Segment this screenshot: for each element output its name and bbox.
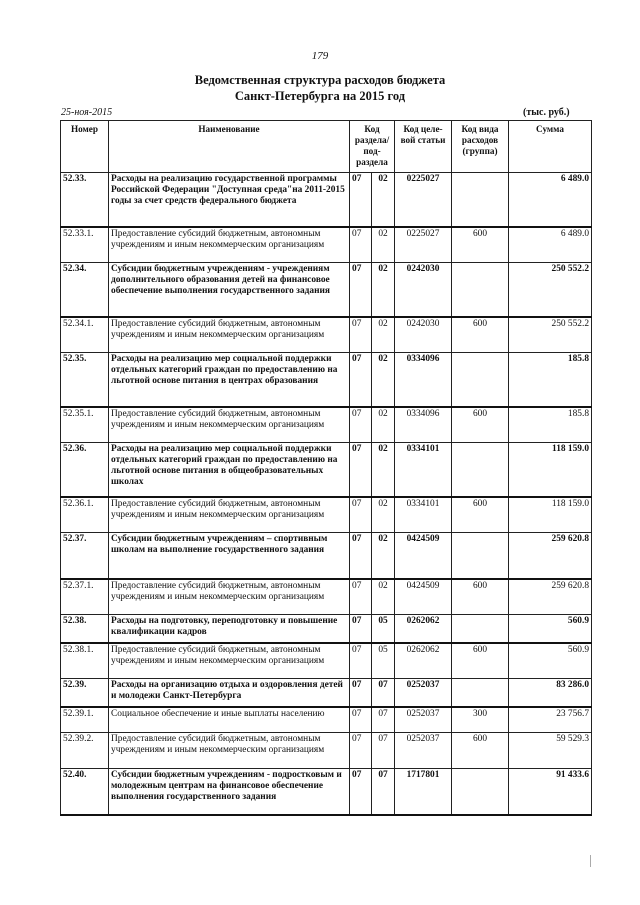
row-subsection: 02 [372,579,395,615]
row-number: 52.35.1. [61,407,109,443]
row-amount: 185.8 [509,353,592,407]
row-name: Субсидии бюджетным учреждениям - подростковым и молодежным центрам на финансовое обеспечение выполнения государственного задания [109,769,350,815]
row-expense-type: 600 [452,227,509,263]
row-amount: 250 552.2 [509,263,592,317]
row-subsection: 05 [372,643,395,679]
row-target-code: 0334096 [395,407,452,443]
row-number: 52.36.1. [61,497,109,533]
row-subsection: 07 [372,769,395,815]
row-number: 52.34. [61,263,109,317]
row-number: 52.35. [61,353,109,407]
row-subsection: 07 [372,707,395,733]
row-number: 52.34.1. [61,317,109,353]
row-section: 07 [350,707,372,733]
row-subsection: 02 [372,497,395,533]
document-title-line-2: Санкт-Петербурга на 2015 год [234,89,406,103]
row-expense-type [452,263,509,317]
row-section: 07 [350,497,372,533]
row-target-code: 0252037 [395,707,452,733]
row-section: 07 [350,227,372,263]
row-target-code: 0424509 [395,533,452,579]
row-subsection: 07 [372,679,395,707]
header-section-code: Код раздела/ под- раздела [350,121,395,173]
table-row [61,769,592,815]
row-number: 52.38. [61,615,109,643]
units-label: (тыс. руб.) [523,107,570,118]
row-name: Субсидии бюджетным учреждениям - учреждениям дополнительного образования детей на финансовое обеспечение выполнения государственного задания [109,263,350,317]
document-date: 25-ноя-2015 [61,107,113,118]
table-header-row [61,121,592,173]
table-row [61,353,592,407]
table-row [61,227,592,263]
row-name: Расходы на организацию отдыха и оздоровления детей и молодежи Санкт-Петербурга [109,679,350,707]
row-expense-type: 300 [452,707,509,733]
row-target-code: 0225027 [395,227,452,263]
row-expense-type: 600 [452,317,509,353]
row-section: 07 [350,317,372,353]
table-row [61,533,592,579]
row-expense-type [452,615,509,643]
table-row [61,407,592,443]
row-amount: 259 620.8 [509,579,592,615]
row-section: 07 [350,173,372,227]
row-section: 07 [350,407,372,443]
row-target-code: 0242030 [395,263,452,317]
row-subsection: 02 [372,407,395,443]
row-number: 52.37.1. [61,579,109,615]
table-row [61,263,592,317]
row-number: 52.40. [61,769,109,815]
row-amount: 259 620.8 [509,533,592,579]
row-amount: 560.9 [509,615,592,643]
row-name: Предоставление субсидий бюджетным, автономным учреждениям и иным некоммерческим организациям [109,227,350,263]
row-amount: 83 286.0 [509,679,592,707]
scan-mark [590,855,591,867]
row-amount: 118 159.0 [509,443,592,497]
row-expense-type [452,173,509,227]
table-row [61,317,592,353]
row-amount: 23 756.7 [509,707,592,733]
table-row [61,579,592,615]
row-section: 07 [350,679,372,707]
row-section: 07 [350,533,372,579]
table-row [61,679,592,707]
row-subsection: 02 [372,533,395,579]
row-name: Расходы на подготовку, переподготовку и повышение квалификации кадров [109,615,350,643]
row-section: 07 [350,353,372,407]
row-target-code: 0262062 [395,615,452,643]
row-target-code: 0334096 [395,353,452,407]
row-amount: 560.9 [509,643,592,679]
row-number: 52.39.2. [61,733,109,769]
budget-table [60,120,592,816]
row-section: 07 [350,443,372,497]
row-subsection: 02 [372,353,395,407]
row-section: 07 [350,579,372,615]
row-name: Предоставление субсидий бюджетным, автономным учреждениям и иным некоммерческим организациям [109,643,350,679]
row-number: 52.39. [61,679,109,707]
row-name: Субсидии бюджетным учреждениям – спортивным школам на выполнение государственного задания [109,533,350,579]
table-row [61,615,592,643]
row-amount: 6 489.0 [509,173,592,227]
row-subsection: 05 [372,615,395,643]
row-name: Предоставление субсидий бюджетным, автономным учреждениям и иным некоммерческим организациям [109,733,350,769]
row-target-code: 0225027 [395,173,452,227]
row-subsection: 02 [372,317,395,353]
row-section: 07 [350,263,372,317]
row-amount: 91 433.6 [509,769,592,815]
row-target-code: 1717801 [395,769,452,815]
row-expense-type [452,353,509,407]
header-expense-type: Код вида расходов (группа) [452,121,509,173]
row-target-code: 0252037 [395,733,452,769]
row-subsection: 02 [372,227,395,263]
row-target-code: 0242030 [395,317,452,353]
row-target-code: 0252037 [395,679,452,707]
document-title-line-1: Ведомственная структура расходов бюджета [194,73,446,87]
row-section: 07 [350,643,372,679]
table-row [61,497,592,533]
row-number: 52.37. [61,533,109,579]
row-name: Расходы на реализацию государственной программы Российской Федерации "Доступная среда"на 2011-2015 годы за счет средств федерального бюджета [109,173,350,227]
row-amount: 118 159.0 [509,497,592,533]
table-row [61,733,592,769]
row-name: Предоставление субсидий бюджетным, автономным учреждениям и иным некоммерческим организациям [109,497,350,533]
page-number: 179 [311,50,329,62]
row-subsection: 02 [372,443,395,497]
row-name: Предоставление субсидий бюджетным, автономным учреждениям и иным некоммерческим организациям [109,407,350,443]
row-name: Предоставление субсидий бюджетным, автономным учреждениям и иным некоммерческим организациям [109,579,350,615]
row-amount: 185.8 [509,407,592,443]
row-number: 52.33.1. [61,227,109,263]
row-expense-type [452,679,509,707]
row-target-code: 0262062 [395,643,452,679]
row-target-code: 0424509 [395,579,452,615]
row-number: 52.36. [61,443,109,497]
row-target-code: 0334101 [395,443,452,497]
row-expense-type [452,769,509,815]
row-expense-type: 600 [452,579,509,615]
row-expense-type: 600 [452,407,509,443]
table-row [61,707,592,733]
row-expense-type: 600 [452,497,509,533]
row-name: Расходы на реализацию мер социальной поддержки отдельных категорий граждан по предоставлению на льготной основе питания в общеобразовательных школах [109,443,350,497]
row-subsection: 07 [372,733,395,769]
header-target-code: Код целе- вой статьи [395,121,452,173]
row-expense-type: 600 [452,733,509,769]
row-section: 07 [350,769,372,815]
table-row [61,443,592,497]
row-section: 07 [350,733,372,769]
row-subsection: 02 [372,173,395,227]
table-row [61,173,592,227]
table-row [61,643,592,679]
row-section: 07 [350,615,372,643]
row-name: Предоставление субсидий бюджетным, автономным учреждениям и иным некоммерческим организациям [109,317,350,353]
header-amount: Сумма [509,121,592,173]
row-amount: 250 552.2 [509,317,592,353]
row-expense-type: 600 [452,643,509,679]
header-name: Наименование [109,121,350,173]
row-number: 52.39.1. [61,707,109,733]
row-name: Социальное обеспечение и иные выплаты населению [109,707,350,733]
row-amount: 6 489.0 [509,227,592,263]
row-subsection: 02 [372,263,395,317]
row-name: Расходы на реализацию мер социальной поддержки отдельных категорий граждан по предоставлению на льготной основе питания в центрах образования [109,353,350,407]
row-amount: 59 529.3 [509,733,592,769]
row-target-code: 0334101 [395,497,452,533]
row-expense-type [452,533,509,579]
row-number: 52.38.1. [61,643,109,679]
row-expense-type [452,443,509,497]
header-number: Номер [61,121,109,173]
row-number: 52.33. [61,173,109,227]
